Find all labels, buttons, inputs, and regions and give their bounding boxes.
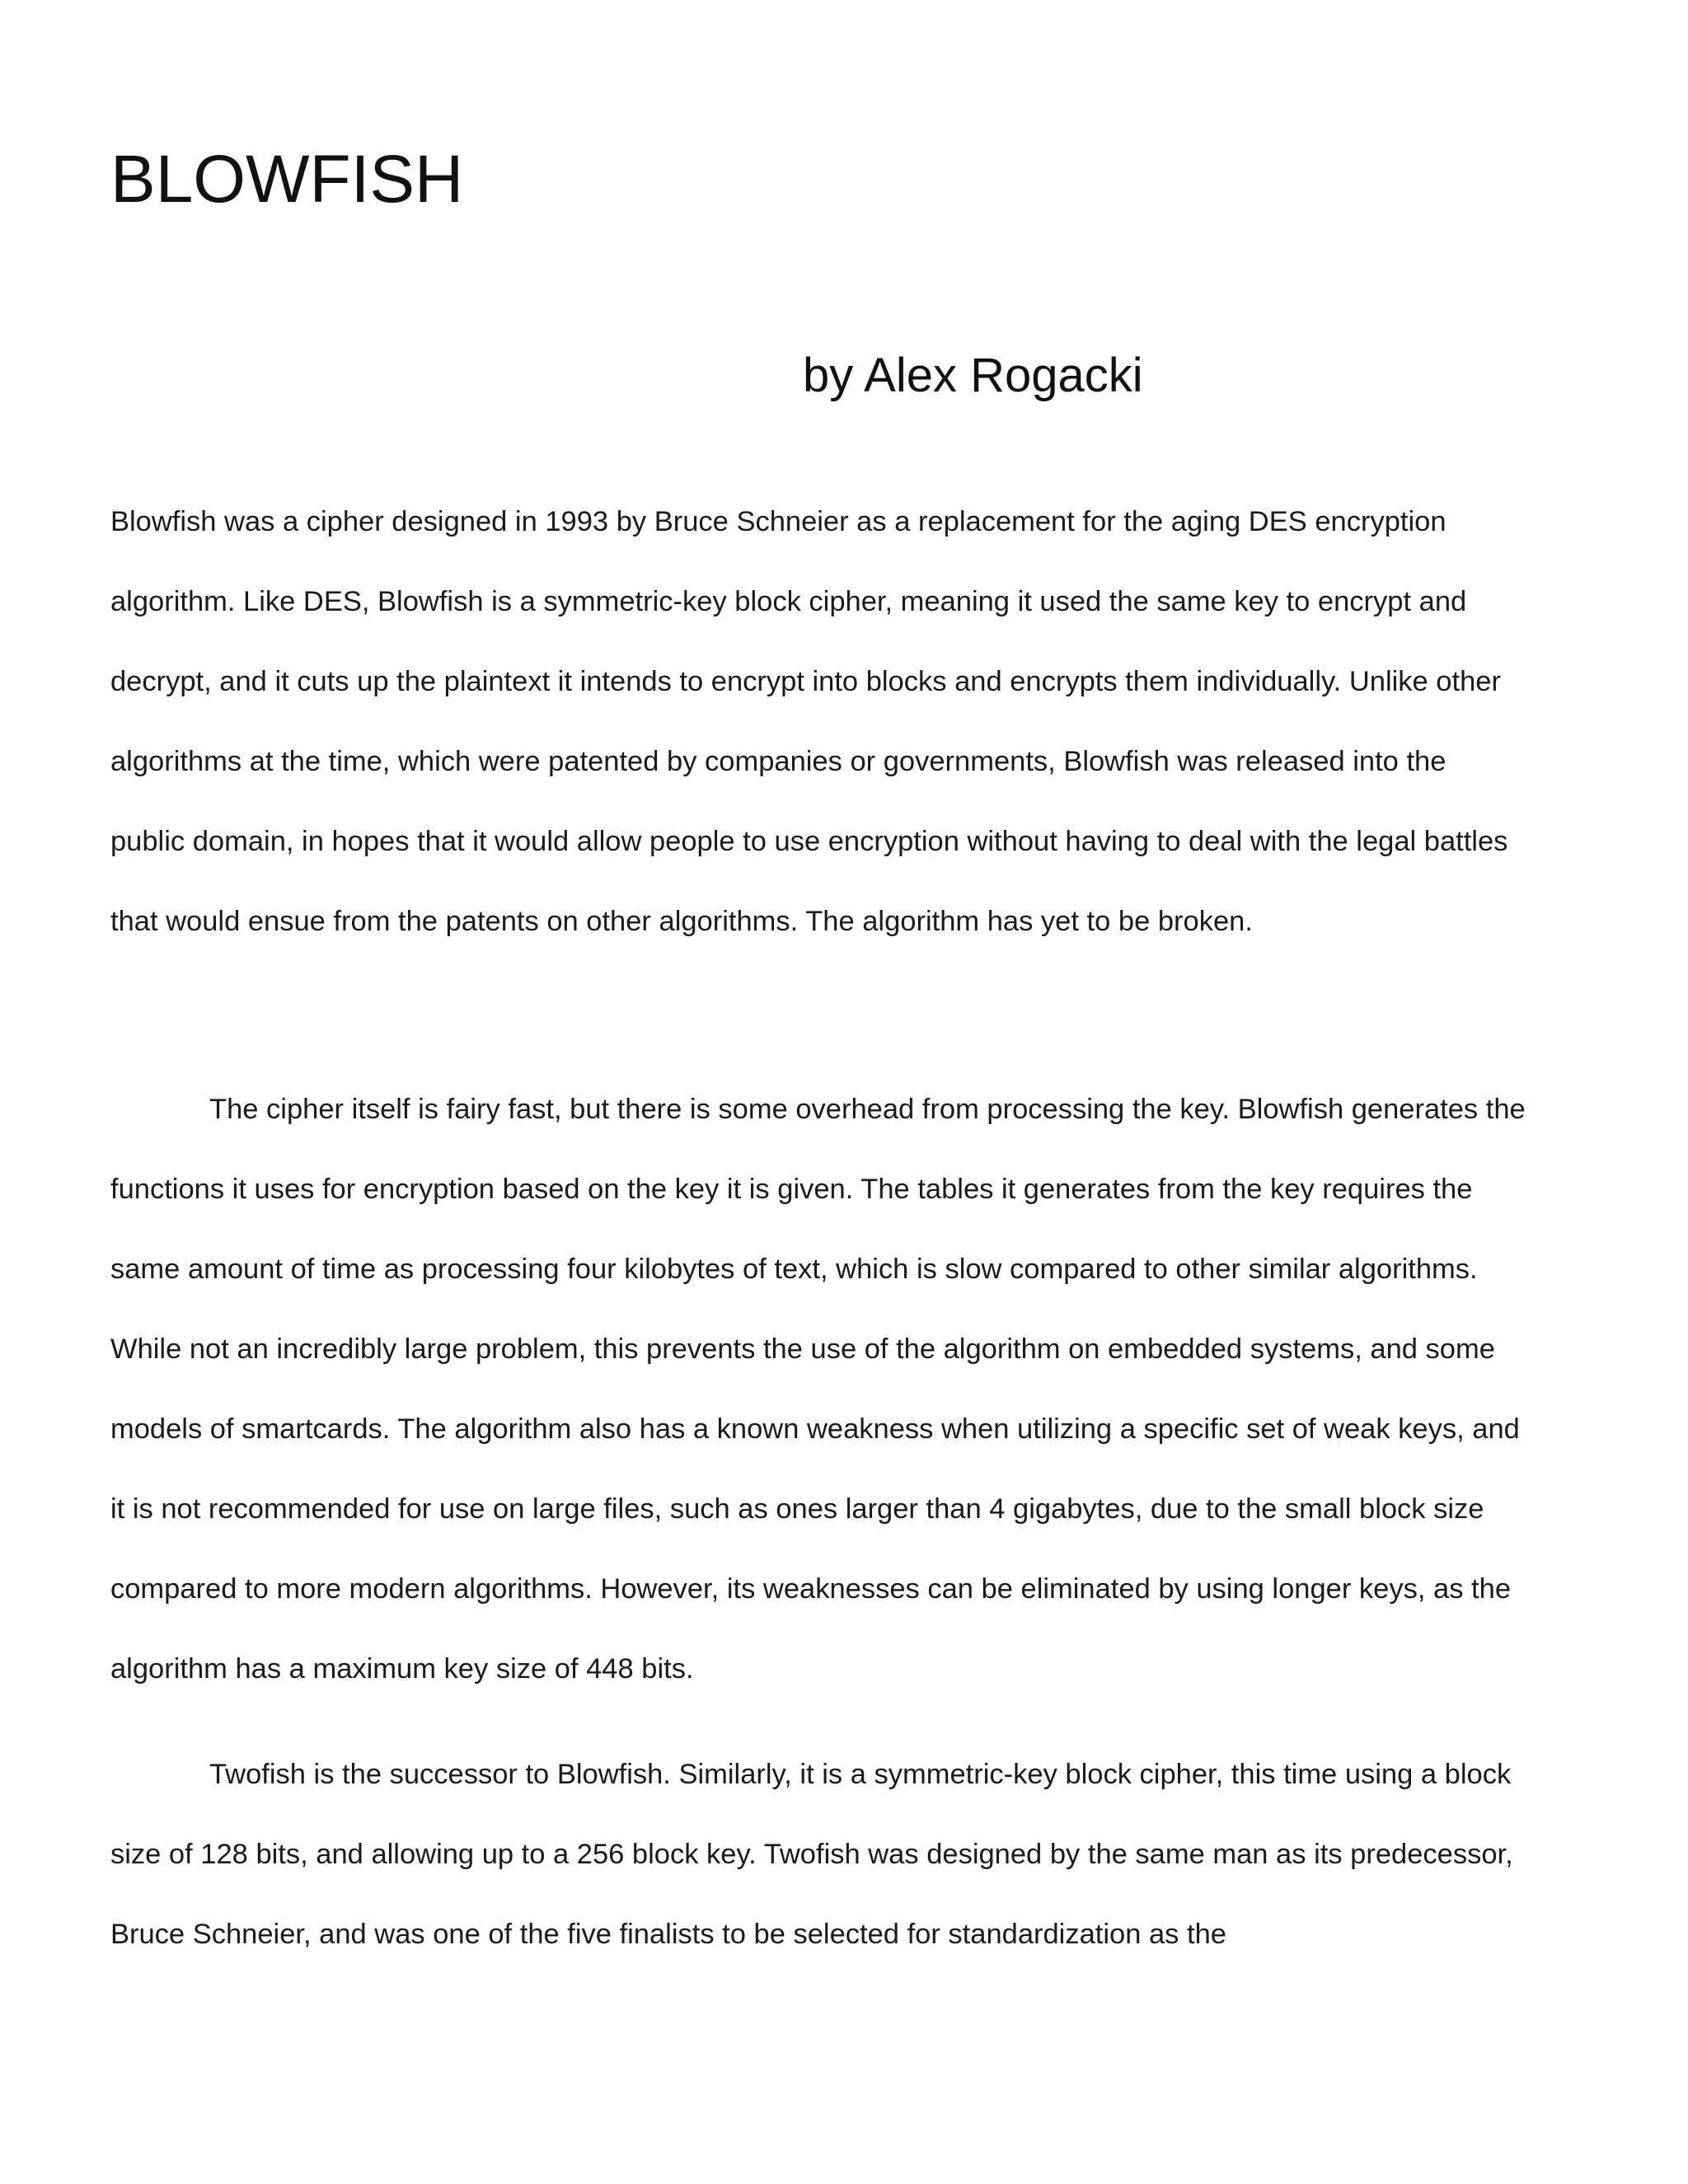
author-byline: by Alex Rogacki: [803, 349, 1143, 402]
paragraph-3: Twofish is the successor to Blowfish. Similarly, it is a symmetric-key block cipher, this time using a block size of 128 bits, and allowing up to a 256 block key. Twofish was designed by the same man as its predecessor, Bruce Schneier, and was one of the five finalists to be selected for standardization as the: [110, 1759, 1513, 1950]
document-title: BLOWFISH: [110, 142, 464, 217]
paragraph-1: Blowfish was a cipher designed in 1993 by Bruce Schneier as a replacement for the aging DES encryption algorithm. Like DES, Blowfish is a symmetric-key block cipher, meaning it used the same key to encrypt and decrypt, and it cuts up the plaintext it intends to encrypt into blocks and encrypts them individually. Unlike other algorithms at the time, which were patented by companies or governments, Blowfish was released into the public domain, in hopes that it would allow people to use encryption without having to deal with the legal battles that would ensue from the patents on other algorithms. The algorithm has yet to be broken.: [110, 506, 1508, 937]
paragraph-2: The cipher itself is fairy fast, but there is some overhead from processing the key. Blowfish generates the functions it uses for encryption based on the key it is given. The tables it generates from the key requires the same amount of time as processing four kilobytes of text, which is slow compared to other similar algorithms. While not an incredibly large problem, this prevents the use of the algorithm on embedded systems, and some models of smartcards. The algorithm also has a known weakness when utilizing a specific set of weak keys, and it is not recommended for use on large files, such as ones larger than 4 gigabytes, due to the small block size compared to more modern algorithms. However, its weaknesses can be eliminated by using longer keys, as the algorithm has a maximum key size of 448 bits.: [110, 1094, 1526, 1685]
